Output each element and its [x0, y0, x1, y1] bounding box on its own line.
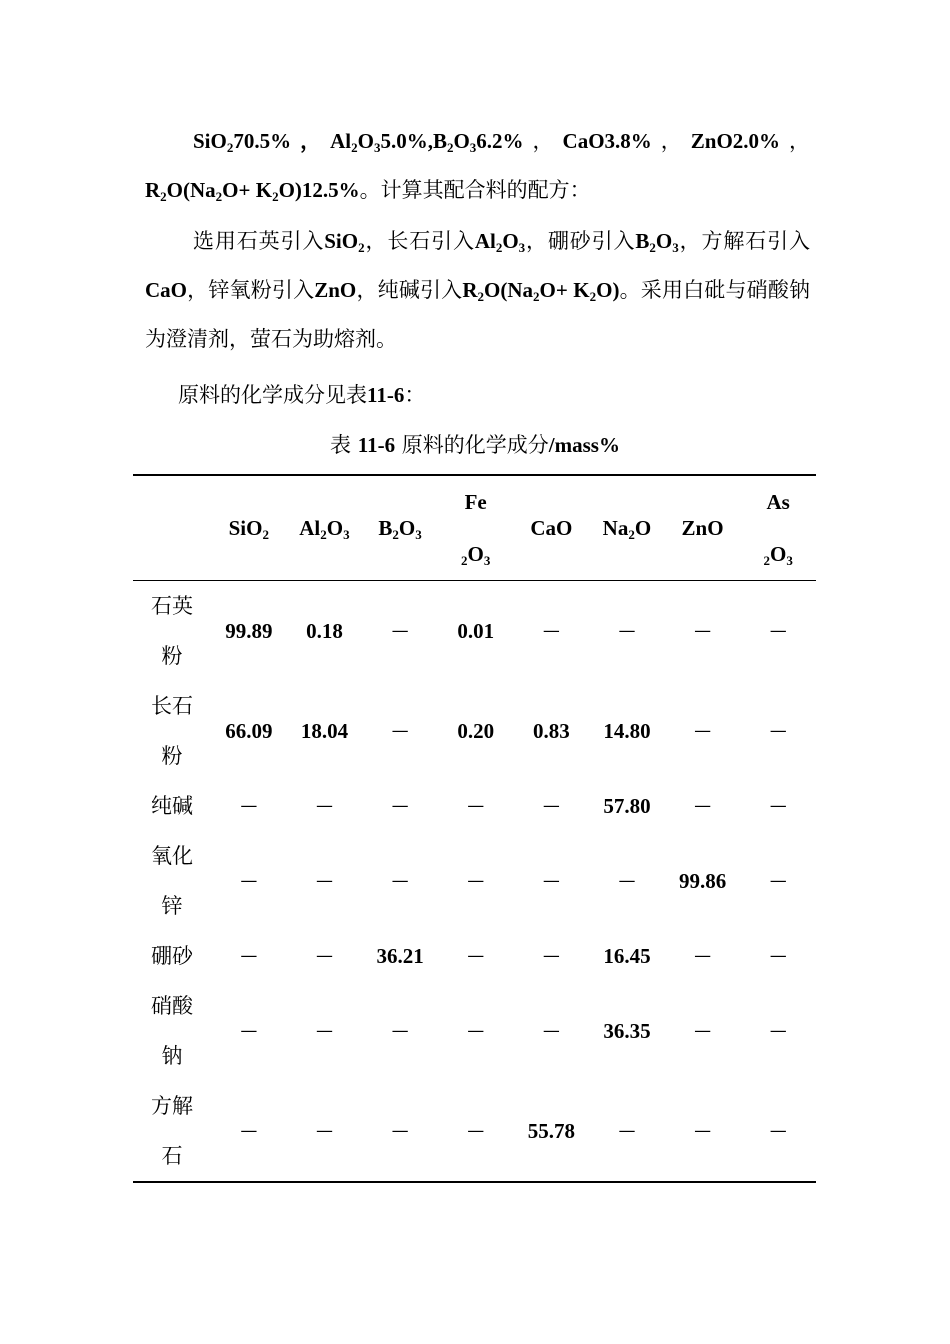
table-cell: — — [769, 796, 787, 816]
table-row — [133, 681, 816, 781]
subscript: 2 — [533, 289, 540, 304]
text: 。采用白砒与硝酸钠为澄清剂，萤石为助熔剂。 — [145, 278, 811, 351]
material-name — [133, 581, 211, 682]
material-name-line1: 纯碱 — [151, 794, 193, 818]
header-as2o3 — [740, 476, 816, 581]
table-cell: — — [542, 946, 560, 966]
header-text: CaO — [530, 516, 573, 540]
table-cell: — — [694, 721, 712, 741]
header-empty — [133, 476, 211, 581]
header-zno — [665, 476, 741, 581]
formula-al2o3: Al — [474, 229, 496, 253]
subscript: 3 — [786, 553, 793, 568]
subscript: 3 — [483, 553, 491, 568]
text: ，锌氧粉引入 — [187, 278, 315, 302]
formula-part: O(Na — [484, 278, 534, 302]
header-text: O — [398, 516, 416, 540]
table-cell: 55.78 — [527, 1118, 575, 1143]
subscript: 2 — [495, 240, 503, 255]
table-ref-number: 11-6 — [367, 383, 405, 407]
value: O)12.5% — [278, 178, 360, 202]
header-na2o — [589, 476, 665, 581]
table-header-row — [133, 476, 816, 581]
material-name-line1: 长石 — [151, 694, 193, 718]
intro-composition-paragraph — [145, 117, 810, 215]
table-cell: — — [467, 946, 485, 966]
table-cell: 16.45 — [603, 943, 651, 968]
subscript: 2 — [160, 189, 167, 204]
separator: ， — [523, 129, 563, 153]
table-row — [133, 781, 816, 831]
formula-part: O — [453, 129, 470, 153]
table-cell: — — [467, 1121, 485, 1141]
header-text: Al — [299, 516, 321, 540]
material-name — [133, 781, 211, 831]
formula-zno: ZnO2.0% — [690, 129, 781, 153]
table-cell: — — [467, 796, 485, 816]
table-cell: — — [769, 721, 787, 741]
subscript: 2 — [358, 240, 365, 255]
formula-sio2: SiO — [193, 129, 227, 153]
text: 原料的化学成分见表 — [178, 383, 367, 407]
subscript: 2 — [477, 289, 485, 304]
table-cell: — — [618, 621, 636, 641]
table-cell: — — [240, 796, 258, 816]
formula-cao: CaO — [145, 278, 187, 302]
text: ，硼砂引入 — [525, 229, 636, 253]
table-cell: — — [315, 946, 333, 966]
raw-material-selection-paragraph — [145, 217, 810, 364]
text: ，方解石引入 — [678, 229, 810, 253]
subscript: 3 — [469, 140, 477, 155]
subscript: 3 — [518, 240, 526, 255]
table-row — [133, 981, 816, 1081]
formula-part: O — [357, 129, 374, 153]
material-name-line1: 石英 — [151, 594, 193, 618]
table-cell: — — [315, 1121, 333, 1141]
table-cell: 99.89 — [225, 618, 273, 643]
material-name-line2: 石 — [161, 1144, 183, 1168]
table-cell: — — [694, 1021, 712, 1041]
formula-part: O(Na — [166, 178, 216, 202]
table-cell: — — [315, 796, 333, 816]
value: 6.2% — [476, 129, 524, 153]
table-cell: 36.21 — [376, 943, 424, 968]
subscript: 2 — [262, 527, 269, 542]
table-cell: — — [315, 1021, 333, 1041]
table-cell: — — [769, 621, 787, 641]
header-text: ZnO — [681, 516, 724, 540]
table-cell: 0.83 — [532, 718, 570, 743]
formula-part: O — [655, 229, 673, 253]
table-cell: — — [315, 871, 333, 891]
table-row — [133, 581, 816, 682]
table-cell: — — [694, 796, 712, 816]
header-text: B — [378, 516, 393, 540]
sentence-end: 。计算其配合料的配方： — [359, 178, 591, 202]
table-cell: — — [391, 1021, 409, 1041]
subscript: 2 — [215, 189, 223, 204]
formula-b2o3: B — [635, 229, 650, 253]
material-name-line1: 方解 — [151, 1094, 193, 1118]
subscript: 2 — [649, 240, 656, 255]
header-text: As — [766, 490, 790, 514]
header-text: SiO — [228, 516, 263, 540]
subscript: 3 — [672, 240, 679, 255]
formula-zno: ZnO — [314, 278, 357, 302]
table-row — [133, 831, 816, 931]
table-cell: — — [542, 621, 560, 641]
material-name — [133, 1081, 211, 1181]
header-text: O — [770, 542, 787, 566]
table-cell: — — [467, 871, 485, 891]
table-body — [133, 581, 816, 1182]
header-fe2o3 — [438, 476, 514, 581]
table-cell: 18.04 — [300, 718, 349, 743]
table-cell: — — [391, 871, 409, 891]
value: 5.0%, — [380, 129, 433, 153]
table-cell: 0.18 — [306, 618, 343, 643]
table-row — [133, 1081, 816, 1181]
formula-part: O — [502, 229, 519, 253]
value: 70.5%， — [233, 129, 331, 153]
subscript: 2 — [351, 140, 358, 155]
caption-unit: /mass% — [548, 433, 620, 457]
separator: ， — [651, 129, 691, 153]
formula-part: O) — [596, 278, 620, 302]
subscript: 2 — [392, 527, 399, 542]
material-name — [133, 831, 211, 931]
text: ，长石引入 — [364, 229, 475, 253]
table-cell: 36.35 — [603, 1018, 651, 1043]
subscript: 2 — [763, 553, 771, 568]
material-name-line2: 钠 — [161, 1044, 183, 1068]
table-cell: — — [391, 621, 409, 641]
subscript: 2 — [446, 140, 454, 155]
table-cell: — — [391, 796, 409, 816]
colon: ： — [404, 383, 426, 407]
material-name — [133, 931, 211, 981]
table-cell: — — [769, 871, 787, 891]
formula-al2o3: Al — [330, 129, 352, 153]
subscript: 2 — [226, 140, 234, 155]
material-name-line2: 粉 — [161, 744, 183, 768]
caption-number: 11-6 — [357, 433, 396, 457]
material-name — [133, 681, 211, 781]
header-al2o3 — [287, 476, 363, 581]
table-cell: — — [240, 1121, 258, 1141]
subscript: 2 — [589, 289, 597, 304]
table-cell: — — [618, 871, 636, 891]
table-cell: — — [694, 621, 712, 641]
material-name-line1: 硝酸 — [151, 994, 193, 1018]
table-cell: — — [694, 1121, 712, 1141]
table-cell: — — [240, 871, 258, 891]
table-cell: 0.20 — [457, 718, 495, 743]
header-text: O — [326, 516, 344, 540]
table-cell: — — [542, 796, 560, 816]
material-name-line1: 氧化 — [151, 844, 193, 868]
formula-r2o: R — [145, 178, 161, 202]
material-name — [133, 981, 211, 1081]
subscript: 3 — [415, 527, 422, 542]
table-cell: — — [542, 1021, 560, 1041]
header-text: Fe — [464, 490, 487, 514]
composition-table — [133, 474, 816, 1183]
subscript: 3 — [373, 140, 381, 155]
header-b2o3 — [362, 476, 438, 581]
formula-part: O+ K — [222, 178, 273, 202]
table-cell: — — [618, 1121, 636, 1141]
formula-sio2: SiO — [324, 229, 359, 253]
subscript: 3 — [343, 527, 350, 542]
header-text: Na — [602, 516, 629, 540]
table-cell: 66.09 — [225, 718, 273, 743]
formula-part: O+ K — [539, 278, 590, 302]
table-cell: — — [769, 1021, 787, 1041]
subscript: 2 — [272, 189, 279, 204]
table-caption — [0, 425, 950, 465]
material-name-line2: 粉 — [161, 644, 183, 668]
formula-cao: CaO3.8% — [562, 129, 652, 153]
table-cell: — — [240, 1021, 258, 1041]
table-cell: — — [769, 946, 787, 966]
subscript: 2 — [320, 527, 327, 542]
table-row — [133, 931, 816, 981]
table-cell: — — [769, 1121, 787, 1141]
table-cell: 57.80 — [603, 793, 651, 818]
header-text: O — [467, 542, 484, 566]
table-reference-paragraph — [178, 371, 843, 420]
table-cell: 14.80 — [603, 718, 651, 743]
table-cell: — — [391, 1121, 409, 1141]
table-cell: — — [240, 946, 258, 966]
header-sio2 — [211, 476, 287, 581]
formula-r2o: R — [462, 278, 478, 302]
table-cell: 0.01 — [457, 618, 495, 643]
text: 选用石英引入 — [193, 229, 325, 253]
header-text: O — [634, 516, 652, 540]
caption-title: 原料的化学成分 — [395, 433, 549, 457]
caption-prefix: 表 — [330, 433, 358, 457]
separator: ， — [780, 129, 811, 153]
table-cell: — — [467, 1021, 485, 1041]
subscript: 2 — [461, 553, 468, 568]
table-cell: — — [694, 946, 712, 966]
header-cao — [514, 476, 590, 581]
material-name-line1: 硼砂 — [151, 944, 193, 968]
subscript: 2 — [628, 527, 635, 542]
text: ，纯碱引入 — [356, 278, 463, 302]
table-cell: 99.86 — [678, 868, 727, 893]
table-cell: — — [542, 871, 560, 891]
formula-b2o3: B — [432, 129, 447, 153]
material-name-line2: 锌 — [161, 894, 183, 918]
table-cell: — — [391, 721, 409, 741]
